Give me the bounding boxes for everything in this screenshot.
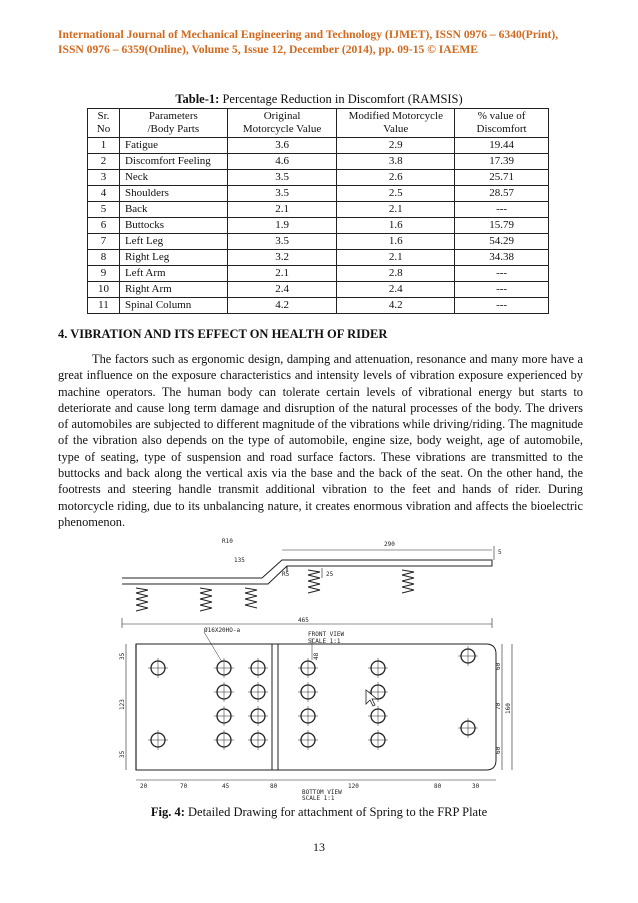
table-caption-label: Table-1:	[175, 92, 220, 106]
dim-48: 48	[313, 652, 320, 660]
front-view-label: FRONT VIEW	[308, 631, 345, 638]
table-row: 9 Left Arm 2.1 2.8 ---	[88, 266, 549, 282]
table-caption-text: Percentage Reduction in Discomfort (RAMSIS)	[219, 92, 463, 106]
dim-bottom-70: 70	[180, 783, 188, 790]
header-sr: Sr. No	[88, 109, 120, 138]
front-dimension-labels	[204, 538, 502, 660]
header-line-1: International Journal of Mechanical Engineering and Technology (IJMET), ISSN 0976 – 6340(Print),	[58, 28, 559, 41]
table-row: 11 Spinal Column 4.2 4.2 ---	[88, 298, 549, 314]
figure-caption	[0, 805, 638, 820]
figure-text: Detailed Drawing for attachment of Spring to the FRP Plate	[184, 805, 488, 819]
spring-1	[136, 588, 148, 611]
dim-bottom-45: 45	[222, 783, 230, 790]
plate-outline	[136, 644, 496, 770]
bottom-scale-label: SCALE 1:1	[302, 795, 335, 802]
table-row: 7 Left Leg 3.5 1.6 54.29	[88, 234, 549, 250]
table-row: 2 Discomfort Feeling 4.6 3.8 17.39	[88, 154, 549, 170]
dim-right-60b: 60	[495, 746, 502, 754]
header-line-2: ISSN 0976 – 6359(Online), Volume 5, Issue 12, December (2014), pp. 09-15 © IAEME	[58, 42, 479, 56]
page-number: 13	[313, 840, 325, 854]
dim-left-35b: 35	[119, 750, 126, 758]
table-row: 4 Shoulders 3.5 2.5 28.57	[88, 186, 549, 202]
figure-label: Fig. 4:	[150, 805, 185, 819]
table-header-row	[88, 109, 549, 138]
table-row: 5 Back 2.1 2.1 ---	[88, 202, 549, 218]
dim-bottom-120: 120	[348, 783, 359, 790]
section-paragraph: The factors such as ergonomic design, damping and attenuation, resonance and many more have a great influence on the exposure characteristics and intensity levels of vibration exposure experienced by machine operators. The human body can tolerate certain levels of vibrational energy but starts to deteriorate and cause long term damage and disruption of the natural processes of the body. The drivers of automobiles are subjected to different magnitude of the vibrations while driving/riding. The magnitude of the vibration also depends on the type of automobile, engine size, body weight, age of automobile, type of seating, type of suspension and road surface factors. These vibrations are transmitted to the buttocks and back along the vertical axis via the base and the back of the seat. On the other hand, the footrests and steering handle transmit additional vibration to the feet and hands of rider. During motorcycle riding, due to its unbalancing nature, it creates enormous vibration and affects the bioelectric phenomenon.	[58, 352, 583, 529]
spring-2	[200, 588, 212, 611]
hole-grid	[148, 646, 478, 750]
discomfort-table	[87, 108, 549, 314]
header-modified-value: Modified Motorcycle Value	[337, 109, 455, 138]
dim-465: 465	[298, 617, 309, 624]
dim-25: 25	[326, 571, 334, 578]
table-row: 8 Right Leg 3.2 2.1 34.38	[88, 250, 549, 266]
bottom-dimension-labels	[119, 652, 512, 802]
spring-3	[245, 588, 257, 608]
header-parameters: Parameters /Body Parts	[119, 109, 227, 138]
spring-attachment-drawing	[119, 532, 522, 802]
front-view	[122, 546, 494, 628]
dim-bottom-80: 80	[270, 783, 278, 790]
dim-bottom-20: 20	[140, 783, 148, 790]
dim-r5: R5	[282, 571, 290, 578]
section-heading: 4. VIBRATION AND ITS EFFECT ON HEALTH OF RIDER	[58, 327, 388, 341]
dim-bottom-30: 30	[472, 783, 480, 790]
dim-bottom-80b: 80	[434, 783, 442, 790]
table-caption	[0, 92, 638, 107]
front-scale-label: SCALE 1:1	[308, 638, 341, 645]
table-row: 3 Neck 3.5 2.6 25.71	[88, 170, 549, 186]
dim-left-123: 123	[119, 699, 126, 710]
spring-4	[308, 570, 320, 593]
dim-290: 290	[384, 541, 395, 548]
dim-left-35a: 35	[119, 652, 126, 660]
dim-right-160: 160	[505, 703, 512, 714]
dim-r10: R10	[222, 538, 233, 545]
dim-right-70: 70	[495, 702, 502, 710]
hole-note: Ø16X20HO-a	[204, 627, 241, 634]
spring-5	[402, 570, 414, 593]
table-row: 6 Buttocks 1.9 1.6 15.79	[88, 218, 549, 234]
dim-right-60a: 60	[495, 662, 502, 670]
header-percent-discomfort: % value of Discomfort	[455, 109, 549, 138]
bottom-view-label: BOTTOM VIEW	[302, 789, 342, 796]
frp-plate-profile	[122, 560, 492, 584]
table-row: 1 Fatigue 3.6 2.9 19.44	[88, 138, 549, 154]
header-original-value: Original Motorcycle Value	[227, 109, 337, 138]
journal-header	[58, 28, 583, 57]
table-row: 10 Right Arm 2.4 2.4 ---	[88, 282, 549, 298]
dim-5: 5	[498, 549, 502, 556]
dim-135: 135	[234, 557, 245, 564]
